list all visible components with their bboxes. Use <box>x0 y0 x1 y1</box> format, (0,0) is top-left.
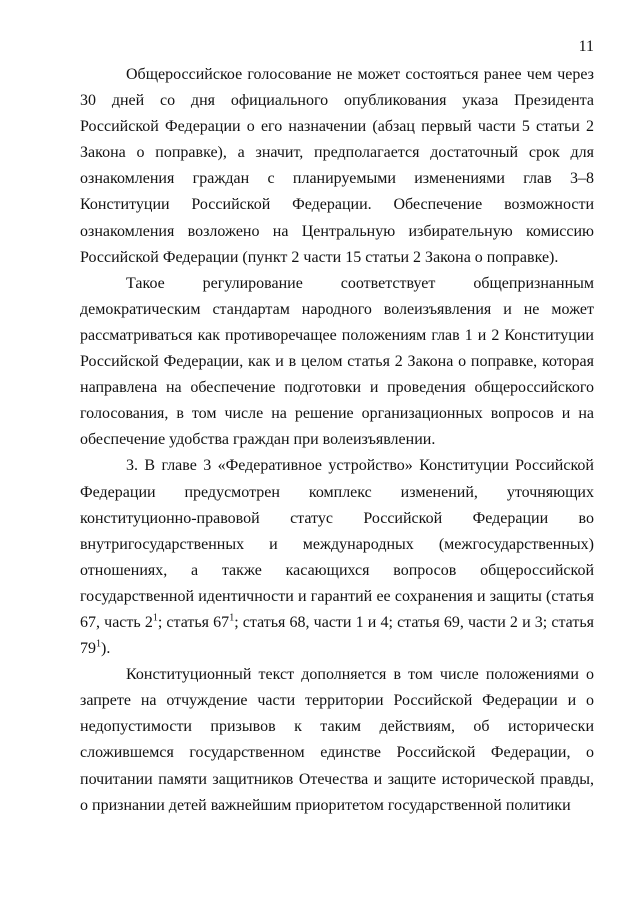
superscript-index: 1 <box>152 612 158 624</box>
superscript-index: 1 <box>96 638 101 650</box>
document-body <box>80 62 594 819</box>
paragraph-text: ; статья 67 <box>157 613 230 631</box>
superscript-index: 1 <box>229 612 235 624</box>
paragraph-constitutional-text-additions <box>80 662 594 819</box>
paragraph-text: Конституционный текст дополняется в том числе положениями о запрете на отчуждение части территории Российской Федерации и о недопустимости призывов к таким действиям, об исторически сложившемся государственном единстве Российской Федерации, о почитании памяти защитников Отечества и защите исторической правды, о признании детей важнейшим приоритетом государственной политики <box>80 666 594 814</box>
paragraph-chapter-3-changes <box>80 453 594 662</box>
page-number: 11 <box>578 38 594 55</box>
paragraph-text: ). <box>101 640 111 658</box>
paragraph-text: Общероссийское голосование не может состояться ранее чем через 30 дней со дня официального опубликования указа Президента Российской Федерации о его назначении (абзац первый части 5 статьи 2 Закона о поправке), а значит, предполагается достаточный срок для ознакомления граждан с планируемыми изменениями глав 3–8 Конституции Российской Федерации. Обеспечение возможности ознакомления возложено на Центральную избирательную комиссию Российской Федерации (пункт 2 части 15 статьи 2 Закона о поправке). <box>80 66 594 266</box>
paragraph-regulation-conformity <box>80 271 594 454</box>
paragraph-text: Такое регулирование соответствует общепризнанным демократическим стандартам народного волеизъявления и не может рассматриваться как противоречащее положениям глав 1 и 2 Конституции Российской Федерации, как и в целом статья 2 Закона о поправке, которая направлена на обеспечение подготовки и проведения общероссийского голосования, в том числе на решение организационных вопросов и на обеспечение удобства граждан при волеизъявлении. <box>80 274 594 449</box>
paragraph-voting-timeline <box>80 62 594 271</box>
paragraph-text: 3. В главе 3 «Федеративное устройство» Конституции Российской Федерации предусмотрен комплекс изменений, уточняющих конституционно-правовой статус Российской Федерации во внутригосударственных и международных (межгосударственных) отношениях, а также касающихся вопросов общероссийской государственной идентичности и гарантий ее сохранения и защиты (статья 67, часть 2 <box>80 457 594 631</box>
paragraph-text: ; статья 68, части 1 и 4; статья 69, части 2 и 3; статья 79 <box>80 613 594 658</box>
